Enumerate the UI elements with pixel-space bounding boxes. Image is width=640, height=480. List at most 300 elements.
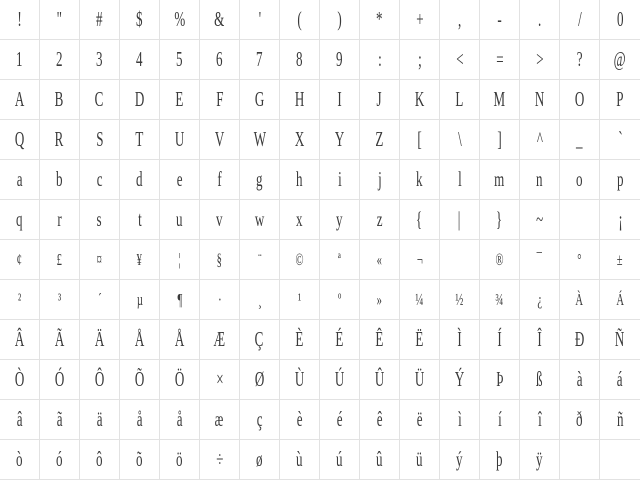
glyph-character: þ bbox=[496, 447, 503, 471]
glyph-character: T bbox=[135, 127, 144, 151]
glyph-cell[interactable] bbox=[120, 0, 160, 40]
glyph-character: 7 bbox=[256, 47, 263, 71]
glyph-cell[interactable] bbox=[360, 160, 400, 200]
glyph-cell[interactable] bbox=[0, 0, 40, 40]
glyph-cell[interactable] bbox=[200, 360, 240, 400]
glyph-cell[interactable] bbox=[200, 40, 240, 80]
glyph-character: r bbox=[57, 207, 62, 231]
glyph-cell[interactable] bbox=[440, 440, 480, 480]
glyph-character: Å bbox=[134, 327, 145, 351]
glyph-cell[interactable] bbox=[280, 80, 320, 120]
glyph-cell[interactable] bbox=[480, 160, 520, 200]
glyph-character: * bbox=[376, 7, 383, 31]
glyph-cell[interactable] bbox=[520, 400, 560, 440]
glyph-cell[interactable] bbox=[320, 0, 360, 40]
glyph-cell[interactable] bbox=[520, 200, 560, 240]
glyph-character: B bbox=[55, 87, 64, 111]
glyph-cell[interactable] bbox=[160, 40, 200, 80]
glyph-character: ¢ bbox=[16, 250, 23, 269]
glyph-character: â bbox=[16, 407, 23, 431]
glyph-cell[interactable] bbox=[120, 200, 160, 240]
glyph-cell[interactable] bbox=[400, 80, 440, 120]
glyph-cell[interactable] bbox=[200, 200, 240, 240]
glyph-cell[interactable] bbox=[240, 200, 280, 240]
glyph-cell[interactable] bbox=[40, 200, 80, 240]
glyph-cell[interactable] bbox=[120, 400, 160, 440]
glyph-cell[interactable] bbox=[80, 360, 120, 400]
glyph-character: ; bbox=[417, 47, 422, 71]
glyph-character: 8 bbox=[296, 47, 303, 71]
glyph-cell[interactable] bbox=[360, 320, 400, 360]
glyph-cell[interactable] bbox=[80, 80, 120, 120]
glyph-character: à bbox=[576, 367, 583, 391]
glyph-cell[interactable] bbox=[320, 200, 360, 240]
glyph-cell[interactable] bbox=[560, 320, 600, 360]
glyph-character: ( bbox=[297, 7, 302, 31]
glyph-character: K bbox=[414, 87, 425, 111]
glyph-cell[interactable] bbox=[400, 40, 440, 80]
glyph-character: ¹ bbox=[297, 290, 302, 309]
glyph-character: Y bbox=[334, 127, 345, 151]
glyph-cell[interactable] bbox=[520, 0, 560, 40]
glyph-cell[interactable] bbox=[0, 320, 40, 360]
glyph-cell[interactable] bbox=[480, 240, 520, 280]
glyph-cell[interactable] bbox=[160, 240, 200, 280]
glyph-cell[interactable] bbox=[0, 80, 40, 120]
glyph-cell[interactable] bbox=[200, 0, 240, 40]
glyph-character: Æ bbox=[213, 327, 226, 351]
glyph-cell[interactable] bbox=[240, 240, 280, 280]
glyph-cell[interactable] bbox=[40, 280, 80, 320]
glyph-character: : bbox=[377, 47, 382, 71]
glyph-character: Ñ bbox=[615, 327, 625, 351]
glyph-cell[interactable] bbox=[200, 400, 240, 440]
glyph-character: É bbox=[335, 327, 344, 351]
glyph-cell[interactable] bbox=[280, 440, 320, 480]
glyph-cell[interactable] bbox=[440, 120, 480, 160]
glyph-character: 9 bbox=[336, 47, 343, 71]
glyph-cell[interactable] bbox=[360, 280, 400, 320]
glyph-character: / bbox=[577, 7, 582, 31]
glyph-cell[interactable] bbox=[560, 80, 600, 120]
glyph-cell[interactable] bbox=[600, 400, 640, 440]
glyph-cell[interactable] bbox=[280, 360, 320, 400]
glyph-cell[interactable] bbox=[40, 0, 80, 40]
glyph-cell[interactable] bbox=[600, 440, 640, 480]
glyph-cell[interactable] bbox=[440, 360, 480, 400]
glyph-cell[interactable] bbox=[40, 80, 80, 120]
glyph-cell[interactable] bbox=[600, 80, 640, 120]
glyph-cell[interactable] bbox=[560, 0, 600, 40]
glyph-cell[interactable] bbox=[440, 320, 480, 360]
glyph-cell[interactable] bbox=[560, 360, 600, 400]
glyph-cell[interactable] bbox=[600, 160, 640, 200]
glyph-cell[interactable] bbox=[400, 360, 440, 400]
glyph-cell[interactable] bbox=[400, 320, 440, 360]
glyph-cell[interactable] bbox=[120, 240, 160, 280]
glyph-cell[interactable] bbox=[440, 400, 480, 440]
glyph-cell[interactable] bbox=[480, 400, 520, 440]
glyph-cell[interactable] bbox=[0, 120, 40, 160]
glyph-cell[interactable] bbox=[160, 160, 200, 200]
glyph-cell[interactable] bbox=[280, 400, 320, 440]
glyph-cell[interactable] bbox=[280, 160, 320, 200]
glyph-character: b bbox=[56, 167, 63, 191]
glyph-character: c bbox=[96, 167, 103, 191]
glyph-cell[interactable] bbox=[440, 240, 480, 280]
glyph-cell[interactable] bbox=[160, 360, 200, 400]
glyph-cell[interactable] bbox=[600, 40, 640, 80]
glyph-cell[interactable] bbox=[120, 360, 160, 400]
glyph-character: È bbox=[295, 327, 304, 351]
glyph-cell[interactable] bbox=[560, 40, 600, 80]
glyph-character: ç bbox=[256, 407, 263, 431]
glyph-cell[interactable] bbox=[360, 400, 400, 440]
glyph-character: 2 bbox=[56, 47, 63, 71]
glyph-cell[interactable] bbox=[440, 280, 480, 320]
glyph-character: Â bbox=[14, 327, 25, 351]
glyph-character: º bbox=[337, 290, 342, 309]
glyph-character: « bbox=[376, 250, 383, 269]
glyph-character: Ü bbox=[414, 367, 425, 391]
glyph-cell[interactable] bbox=[520, 160, 560, 200]
glyph-cell[interactable] bbox=[600, 280, 640, 320]
glyph-cell[interactable] bbox=[160, 280, 200, 320]
glyph-character: 3 bbox=[96, 47, 103, 71]
glyph-cell[interactable] bbox=[320, 400, 360, 440]
glyph-cell[interactable] bbox=[560, 280, 600, 320]
glyph-cell[interactable] bbox=[240, 400, 280, 440]
glyph-cell[interactable] bbox=[120, 40, 160, 80]
glyph-cell[interactable] bbox=[440, 200, 480, 240]
glyph-character: , bbox=[457, 7, 462, 31]
glyph-cell[interactable] bbox=[200, 120, 240, 160]
glyph-character: ë bbox=[416, 407, 423, 431]
glyph-cell[interactable] bbox=[360, 120, 400, 160]
glyph-cell[interactable] bbox=[520, 120, 560, 160]
glyph-cell[interactable] bbox=[600, 360, 640, 400]
glyph-cell[interactable] bbox=[280, 0, 320, 40]
glyph-cell[interactable] bbox=[280, 200, 320, 240]
glyph-character: o bbox=[576, 167, 583, 191]
glyph-cell[interactable] bbox=[400, 120, 440, 160]
glyph-cell[interactable] bbox=[240, 40, 280, 80]
glyph-cell[interactable] bbox=[40, 40, 80, 80]
glyph-cell[interactable] bbox=[80, 280, 120, 320]
glyph-character: ° bbox=[577, 250, 582, 269]
glyph-cell[interactable] bbox=[520, 320, 560, 360]
glyph-cell[interactable] bbox=[520, 80, 560, 120]
glyph-cell[interactable] bbox=[280, 320, 320, 360]
glyph-character: ö bbox=[176, 447, 183, 471]
glyph-cell[interactable] bbox=[200, 280, 240, 320]
glyph-character: Ù bbox=[294, 367, 305, 391]
glyph-character: 1 bbox=[16, 47, 23, 71]
glyph-character: Õ bbox=[134, 367, 145, 391]
glyph-character: w bbox=[254, 207, 265, 231]
glyph-cell[interactable] bbox=[280, 280, 320, 320]
glyph-character: ! bbox=[17, 7, 22, 31]
glyph-cell[interactable] bbox=[520, 240, 560, 280]
glyph-cell[interactable] bbox=[0, 40, 40, 80]
glyph-character: ¨ bbox=[257, 250, 262, 269]
glyph-cell[interactable] bbox=[480, 0, 520, 40]
glyph-cell[interactable] bbox=[600, 0, 640, 40]
glyph-character: Ó bbox=[54, 367, 65, 391]
glyph-character: X bbox=[294, 127, 305, 151]
glyph-cell[interactable] bbox=[40, 240, 80, 280]
glyph-cell[interactable] bbox=[0, 440, 40, 480]
glyph-cell[interactable] bbox=[480, 360, 520, 400]
glyph-cell[interactable] bbox=[520, 280, 560, 320]
glyph-cell[interactable] bbox=[40, 400, 80, 440]
glyph-character: q bbox=[16, 207, 23, 231]
glyph-character: - bbox=[497, 7, 502, 31]
glyph-cell[interactable] bbox=[240, 0, 280, 40]
glyph-cell[interactable] bbox=[0, 200, 40, 240]
glyph-character: × bbox=[215, 367, 224, 391]
glyph-cell[interactable] bbox=[0, 280, 40, 320]
glyph-cell[interactable] bbox=[320, 440, 360, 480]
glyph-character: U bbox=[174, 127, 185, 151]
glyph-cell[interactable] bbox=[240, 440, 280, 480]
glyph-character: 0 bbox=[616, 7, 624, 31]
glyph-character: j bbox=[377, 167, 382, 191]
glyph-cell[interactable] bbox=[400, 0, 440, 40]
glyph-character: Ç bbox=[255, 327, 264, 351]
glyph-character: ¿ bbox=[537, 290, 542, 309]
glyph-character: $ bbox=[136, 7, 143, 31]
glyph-character: ¸ bbox=[257, 290, 262, 309]
glyph-cell[interactable] bbox=[120, 280, 160, 320]
glyph-cell[interactable] bbox=[80, 440, 120, 480]
glyph-cell[interactable] bbox=[40, 120, 80, 160]
glyph-character: õ bbox=[136, 447, 143, 471]
glyph-cell[interactable] bbox=[560, 240, 600, 280]
glyph-cell[interactable] bbox=[320, 40, 360, 80]
glyph-cell[interactable] bbox=[320, 160, 360, 200]
glyph-cell[interactable] bbox=[0, 360, 40, 400]
glyph-character: ? bbox=[576, 47, 583, 71]
glyph-cell[interactable] bbox=[360, 360, 400, 400]
glyph-character: ± bbox=[617, 250, 623, 269]
glyph-character: ß bbox=[536, 367, 543, 391]
glyph-character: = bbox=[495, 47, 504, 71]
glyph-character: P bbox=[616, 87, 624, 111]
glyph-cell[interactable] bbox=[320, 240, 360, 280]
glyph-cell[interactable] bbox=[240, 320, 280, 360]
glyph-cell[interactable] bbox=[80, 320, 120, 360]
glyph-cell[interactable] bbox=[160, 440, 200, 480]
glyph-character: í bbox=[497, 407, 502, 431]
glyph-character: ¤ bbox=[96, 250, 103, 269]
glyph-character: m bbox=[494, 167, 505, 191]
glyph-cell[interactable] bbox=[320, 280, 360, 320]
glyph-cell[interactable] bbox=[400, 440, 440, 480]
glyph-character: 5 bbox=[176, 47, 183, 71]
glyph-cell[interactable] bbox=[40, 440, 80, 480]
glyph-character: ´ bbox=[97, 290, 102, 309]
glyph-cell[interactable] bbox=[120, 320, 160, 360]
glyph-character: ü bbox=[416, 447, 423, 471]
glyph-character: À bbox=[575, 290, 584, 309]
glyph-cell[interactable] bbox=[160, 320, 200, 360]
glyph-cell[interactable] bbox=[320, 360, 360, 400]
glyph-character: 4 bbox=[136, 47, 143, 71]
glyph-cell[interactable] bbox=[160, 120, 200, 160]
glyph-character: ¾ bbox=[495, 290, 504, 309]
glyph-character: ó bbox=[56, 447, 63, 471]
glyph-cell[interactable] bbox=[40, 320, 80, 360]
glyph-cell[interactable] bbox=[560, 400, 600, 440]
glyph-cell[interactable] bbox=[200, 80, 240, 120]
glyph-cell[interactable] bbox=[80, 120, 120, 160]
glyph-cell[interactable] bbox=[560, 160, 600, 200]
glyph-cell[interactable] bbox=[560, 120, 600, 160]
glyph-character: ª bbox=[338, 250, 341, 269]
glyph-character: ` bbox=[617, 127, 623, 151]
glyph-cell[interactable] bbox=[80, 400, 120, 440]
glyph-cell[interactable] bbox=[360, 200, 400, 240]
glyph-cell[interactable] bbox=[520, 40, 560, 80]
glyph-character: · bbox=[217, 290, 222, 309]
glyph-cell[interactable] bbox=[120, 160, 160, 200]
glyph-cell[interactable] bbox=[440, 0, 480, 40]
glyph-cell[interactable] bbox=[240, 80, 280, 120]
glyph-character: S bbox=[95, 127, 104, 151]
glyph-cell[interactable] bbox=[400, 160, 440, 200]
glyph-cell[interactable] bbox=[80, 40, 120, 80]
glyph-character: ¶ bbox=[177, 290, 182, 309]
glyph-cell[interactable] bbox=[200, 320, 240, 360]
glyph-character: + bbox=[415, 7, 424, 31]
glyph-cell[interactable] bbox=[200, 440, 240, 480]
glyph-cell[interactable] bbox=[400, 200, 440, 240]
glyph-cell[interactable] bbox=[480, 440, 520, 480]
glyph-cell[interactable] bbox=[120, 80, 160, 120]
glyph-cell[interactable] bbox=[480, 280, 520, 320]
glyph-cell[interactable] bbox=[280, 40, 320, 80]
glyph-cell[interactable] bbox=[40, 160, 80, 200]
glyph-character: n bbox=[536, 167, 543, 191]
glyph-cell[interactable] bbox=[480, 40, 520, 80]
glyph-cell[interactable] bbox=[280, 240, 320, 280]
glyph-cell[interactable] bbox=[600, 320, 640, 360]
glyph-cell[interactable] bbox=[80, 160, 120, 200]
glyph-cell[interactable] bbox=[480, 200, 520, 240]
glyph-character: ² bbox=[17, 290, 22, 309]
glyph-cell[interactable] bbox=[0, 400, 40, 440]
glyph-cell[interactable] bbox=[360, 440, 400, 480]
glyph-cell[interactable] bbox=[600, 200, 640, 240]
glyph-character: " bbox=[56, 7, 63, 31]
glyph-cell[interactable] bbox=[240, 280, 280, 320]
glyph-cell[interactable] bbox=[600, 120, 640, 160]
glyph-character: ¬ bbox=[416, 250, 423, 269]
glyph-cell[interactable] bbox=[240, 120, 280, 160]
glyph-character: J bbox=[376, 87, 383, 111]
glyph-character: 6 bbox=[216, 47, 223, 71]
glyph-cell[interactable] bbox=[160, 200, 200, 240]
glyph-character: x bbox=[296, 207, 303, 231]
glyph-cell[interactable] bbox=[360, 240, 400, 280]
glyph-character: Ý bbox=[454, 367, 465, 391]
glyph-cell[interactable] bbox=[240, 160, 280, 200]
glyph-cell[interactable] bbox=[80, 240, 120, 280]
glyph-cell[interactable] bbox=[280, 120, 320, 160]
glyph-cell[interactable] bbox=[160, 0, 200, 40]
glyph-character: » bbox=[376, 290, 383, 309]
glyph-cell[interactable] bbox=[0, 160, 40, 200]
glyph-cell[interactable] bbox=[520, 360, 560, 400]
glyph-cell[interactable] bbox=[560, 200, 600, 240]
glyph-cell[interactable] bbox=[400, 400, 440, 440]
glyph-cell[interactable] bbox=[360, 0, 400, 40]
glyph-cell[interactable] bbox=[480, 80, 520, 120]
glyph-cell[interactable] bbox=[360, 80, 400, 120]
glyph-cell[interactable] bbox=[80, 200, 120, 240]
glyph-cell[interactable] bbox=[400, 240, 440, 280]
glyph-cell[interactable] bbox=[160, 80, 200, 120]
glyph-cell[interactable] bbox=[40, 360, 80, 400]
glyph-character: p bbox=[616, 167, 624, 191]
glyph-character: C bbox=[95, 87, 104, 111]
glyph-cell[interactable] bbox=[80, 0, 120, 40]
glyph-cell[interactable] bbox=[440, 160, 480, 200]
glyph-cell[interactable] bbox=[200, 160, 240, 200]
glyph-character: ð bbox=[576, 407, 583, 431]
glyph-cell[interactable] bbox=[320, 80, 360, 120]
glyph-character: Ë bbox=[415, 327, 424, 351]
glyph-character: Ú bbox=[334, 367, 345, 391]
glyph-cell[interactable] bbox=[440, 80, 480, 120]
glyph-character: & bbox=[214, 7, 225, 31]
glyph-cell[interactable] bbox=[480, 320, 520, 360]
glyph-character: l bbox=[457, 167, 462, 191]
glyph-cell[interactable] bbox=[560, 440, 600, 480]
glyph-character: Ö bbox=[174, 367, 185, 391]
glyph-cell[interactable] bbox=[440, 40, 480, 80]
glyph-character: Ê bbox=[375, 327, 384, 351]
glyph-character: Q bbox=[14, 127, 25, 151]
glyph-cell[interactable] bbox=[320, 320, 360, 360]
glyph-character: ¥ bbox=[136, 250, 143, 269]
glyph-character: û bbox=[376, 447, 383, 471]
glyph-cell[interactable] bbox=[600, 240, 640, 280]
glyph-character: å bbox=[136, 407, 143, 431]
glyph-cell[interactable] bbox=[160, 400, 200, 440]
glyph-character: g bbox=[256, 167, 263, 191]
glyph-cell[interactable] bbox=[520, 440, 560, 480]
glyph-cell[interactable] bbox=[0, 240, 40, 280]
glyph-cell[interactable] bbox=[360, 40, 400, 80]
glyph-cell[interactable] bbox=[240, 360, 280, 400]
glyph-character: ú bbox=[336, 447, 343, 471]
glyph-character: è bbox=[296, 407, 303, 431]
glyph-cell[interactable] bbox=[120, 120, 160, 160]
glyph-character: ñ bbox=[616, 407, 624, 431]
glyph-character: @ bbox=[614, 47, 626, 71]
glyph-character: £ bbox=[56, 250, 63, 269]
glyph-cell[interactable] bbox=[400, 280, 440, 320]
glyph-cell[interactable] bbox=[480, 120, 520, 160]
glyph-character: \ bbox=[457, 127, 462, 151]
glyph-character: ] bbox=[497, 127, 502, 151]
glyph-cell[interactable] bbox=[200, 240, 240, 280]
glyph-cell[interactable] bbox=[320, 120, 360, 160]
glyph-character: % bbox=[174, 7, 185, 31]
glyph-cell[interactable] bbox=[120, 440, 160, 480]
